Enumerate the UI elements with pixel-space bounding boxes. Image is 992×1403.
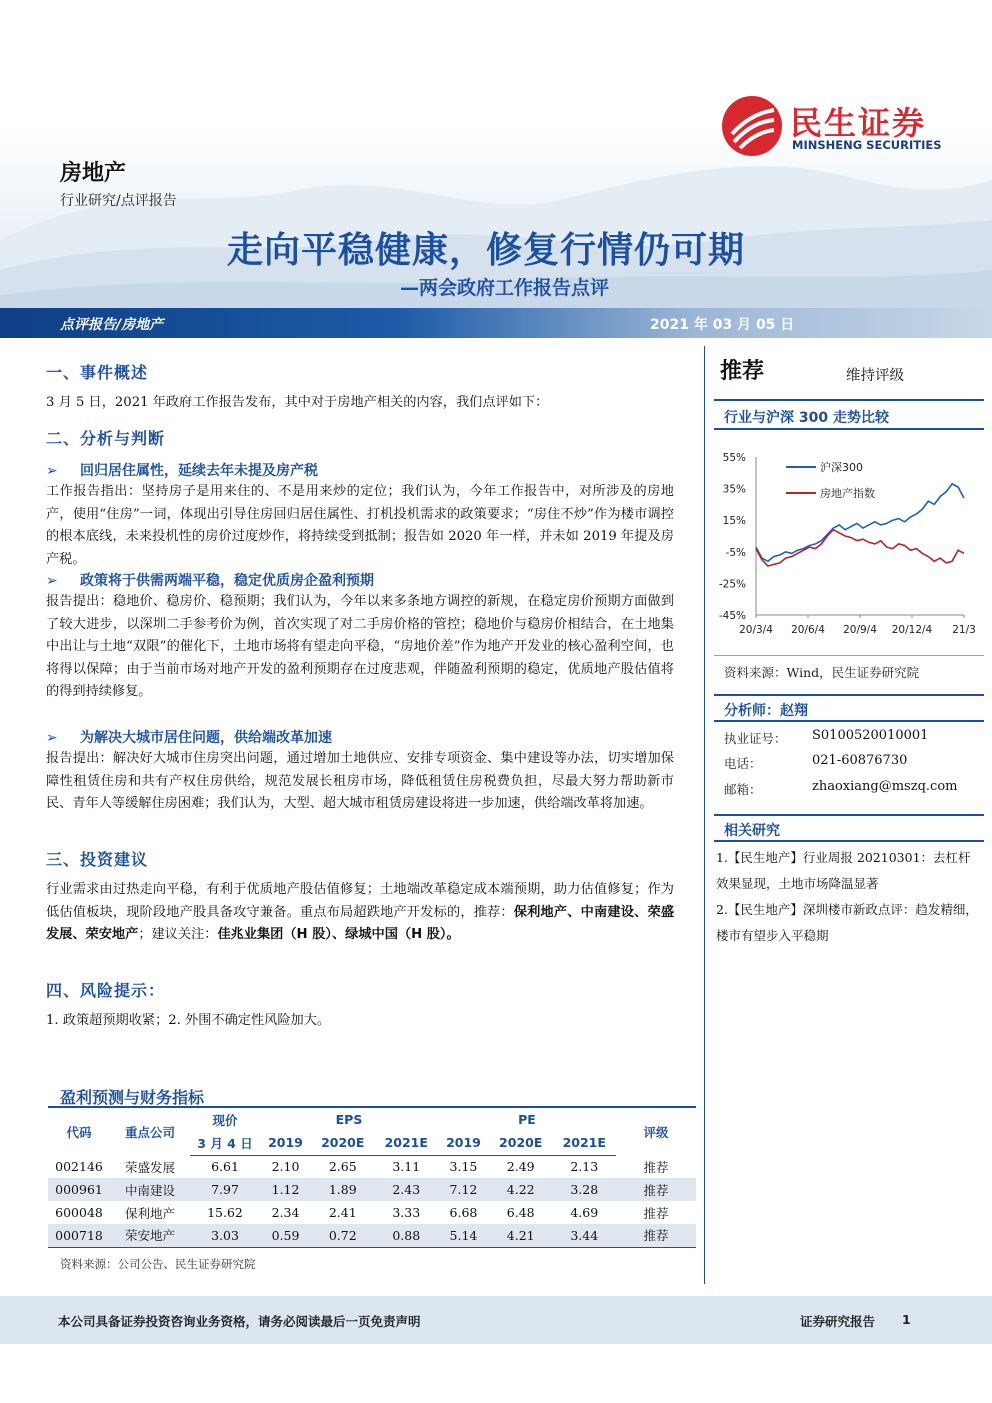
col-company: 重点公司 [124, 1124, 175, 1140]
brand-name-cn: 民生证券 [790, 104, 927, 142]
cell-eps: 0.88 [374, 1224, 438, 1247]
chart-source: 资料来源：Wind，民生证券研究院 [724, 665, 920, 680]
email-label: 邮箱： [724, 782, 762, 797]
divider [714, 720, 984, 722]
cell-eps: 2.41 [328, 1205, 357, 1220]
cell-eps: 0.59 [260, 1224, 311, 1247]
cell-pe: 2.49 [506, 1159, 535, 1175]
y-tick-label: -25% [718, 578, 746, 591]
cell-code: 000718 [48, 1224, 110, 1247]
band-category: 点评报告/房地产 [60, 317, 164, 333]
col-year: 2021E [552, 1131, 616, 1155]
cell-name: 荣安地产 [110, 1224, 190, 1247]
sector-label: 房地产 [60, 161, 127, 186]
point-2-heading-text: 政策将于供需两端平稳，稳定优质房企盈利预期 [80, 573, 374, 589]
divider [714, 399, 984, 401]
cell-eps: 2.10 [271, 1159, 300, 1175]
cell-rating: 推荐 [616, 1224, 696, 1247]
y-tick-label: 35% [722, 483, 746, 496]
overview-text: 3 月 5 日，2021 年政府工作报告发布，其中对于房地产相关的内容，我们点评如下： [46, 395, 549, 410]
divider [714, 428, 984, 430]
license-number: S0100520010001 [812, 728, 929, 743]
arrow-bullet-icon: ➢ [46, 463, 58, 479]
report-type: 行业研究/点评报告 [60, 193, 177, 209]
table-title: 盈利预测与财务指标 [60, 1088, 205, 1107]
cell-code: 000961 [48, 1178, 110, 1201]
phone-number: 021-60876730 [812, 753, 908, 768]
recommended-stocks: 保利地产、中南建设、荣盛发展、荣安地产 [46, 904, 675, 942]
divider [714, 814, 984, 816]
table-row [48, 1178, 696, 1201]
trend-chart [714, 445, 984, 645]
cell-pe: 6.68 [449, 1205, 478, 1220]
point-2-heading [46, 570, 374, 590]
x-tick-label: 20/12/4 [891, 624, 933, 636]
col-code: 代码 [66, 1124, 92, 1140]
cell-pe: 4.22 [489, 1178, 553, 1201]
divider [714, 694, 984, 696]
col-rating: 评级 [643, 1124, 669, 1140]
cell-pe: 4.21 [489, 1224, 553, 1247]
cell-eps: 1.12 [260, 1178, 311, 1201]
logo-emblem-icon [722, 96, 782, 156]
brand-logo [718, 96, 958, 160]
cell-price: 3.03 [190, 1224, 260, 1247]
arrow-bullet-icon: ➢ [46, 730, 58, 746]
col-price: 现价 [212, 1112, 238, 1128]
analyst-title: 分析师：赵翔 [724, 703, 808, 719]
cell-rating: 推荐 [616, 1178, 696, 1201]
point-2-text: 报告提出：稳地价、稳房价、稳预期；我们认为，今年以来多条地方调控的新规，在稳定房价预期方面做到了较大进步，以深圳二手参考价为例，首次实现了对二手房价格的管控；稳地价与稳房价相结合，在土地集中出让与土地“双限”的催化下，土地市场将有望走向平稳，“房地价差”作为地产开发业的核心盈利空间，也将得以保障；由于当前市场对地产开发的盈利预期存在过度悲观，伴随盈利预期的稳定，优质地产股估值将的得到持续修复。 [46, 594, 674, 699]
footer-report-kind: 证券研究报告 [800, 1314, 876, 1329]
rating-note: 维持评级 [846, 368, 904, 384]
report-title [0, 222, 992, 273]
x-tick-label: 20/6/4 [791, 624, 825, 636]
section-title-overview: 一、事件概述 [46, 363, 149, 382]
legend-label: 沪深300 [820, 461, 863, 474]
phone-label: 电话： [724, 756, 762, 771]
cell-eps: 2.34 [271, 1205, 300, 1220]
table-row [48, 1155, 696, 1178]
cell-name: 中南建设 [110, 1178, 190, 1201]
risk-text: 1. 政策超预期收紧；2. 外围不确定性风险加大。 [46, 1013, 331, 1028]
table-row [48, 1201, 696, 1224]
license-label: 执业证号： [724, 731, 787, 746]
related-item: 1.【民生地产】行业周报 20210301：去杠杆效果显现，土地市场降温显著 [716, 850, 971, 891]
section-title-investment: 三、投资建议 [46, 850, 149, 869]
col-price-date: 3 月 4 日 [190, 1131, 260, 1155]
col-eps: EPS [335, 1112, 363, 1127]
column-divider [704, 346, 705, 1284]
footer-disclaimer: 本公司具备证券投资咨询业务资格，请务必阅读最后一页免责声明 [58, 1314, 421, 1329]
cell-pe: 3.15 [449, 1159, 478, 1175]
cell-eps: 3.11 [392, 1159, 421, 1175]
related-item: 2.【民生地产】深圳楼市新政点评：趋发精细，楼市有望步入平稳期 [716, 902, 978, 943]
cell-code: 600048 [55, 1205, 103, 1220]
cell-price: 7.97 [190, 1178, 260, 1201]
arrow-bullet-icon: ➢ [46, 573, 58, 589]
related-title: 相关研究 [724, 823, 780, 839]
header-band [0, 308, 992, 338]
cell-eps: 2.65 [328, 1159, 357, 1175]
chart-heading: 行业与沪深 300 走势比较 [724, 410, 889, 426]
y-tick-label: -45% [718, 610, 746, 622]
col-pe: PE [518, 1112, 536, 1127]
table-source: 资料来源：公司公告、民生证券研究院 [60, 1257, 256, 1271]
cell-rating: 推荐 [643, 1159, 669, 1175]
cell-pe: 5.14 [438, 1224, 489, 1247]
col-year: 2021E [374, 1131, 438, 1155]
cell-eps: 3.33 [392, 1205, 421, 1220]
point-3-heading-text: 为解决大城市居住问题，供给端改革加速 [80, 730, 332, 746]
cell-pe: 6.48 [506, 1205, 535, 1220]
cell-price: 6.61 [211, 1159, 239, 1175]
col-year: 2020E [489, 1131, 553, 1155]
col-year: 2020E [311, 1131, 375, 1155]
point-1-heading-text: 回归居住属性，延续去年未提及房产税 [80, 463, 318, 479]
cell-pe: 3.28 [552, 1178, 616, 1201]
report-title-text: 走向平稳健康，修复行情仍可期 [226, 230, 745, 271]
series-line-2 [756, 530, 964, 566]
cell-eps: 2.43 [374, 1178, 438, 1201]
y-tick-label: -5% [725, 546, 746, 559]
y-tick-label: 55% [722, 452, 746, 464]
cell-price: 15.62 [207, 1205, 243, 1220]
cell-eps: 1.89 [311, 1178, 375, 1201]
cell-pe: 7.12 [438, 1178, 489, 1201]
divider [714, 840, 984, 842]
cell-pe: 2.13 [570, 1159, 599, 1175]
rating-label: 推荐 [720, 359, 765, 384]
point-1-text: 工作报告指出：坚持房子是用来住的、不是用来炒的定位；我们认为，今年工作报告中，对所涉及的房地产，使用“住房”一词，体现出引导住房回归居住属性、打机投机需求的政策要求；“房住不炒”作为楼市调控的根本底线，未来投机性的房价过度炒作，将持续受到抵制；报告如 2020 年一样，并未如 2019 年提及房产税。 [46, 484, 674, 567]
forecast-table [48, 1106, 696, 1248]
cell-code: 002146 [55, 1159, 103, 1174]
cell-name: 保利地产 [124, 1205, 175, 1221]
x-tick-label: 20/9/4 [843, 624, 877, 636]
divider [714, 655, 984, 656]
x-tick-label: 20/3/4 [739, 624, 773, 636]
section-title-risk: 四、风险提示： [46, 981, 166, 1000]
cell-rating: 推荐 [643, 1205, 669, 1221]
x-tick-label: 21/3 [952, 624, 976, 636]
footer [0, 1296, 992, 1344]
point-3-heading [46, 727, 332, 747]
investment-text-a: 行业需求由过热走向平稳，有利于优质地产股估值修复；土地端改革稳定成本端预期，助力估值修复；作为低估值板块，现阶段地产股具备攻守兼备。重点布局超跌地产开发标的，推荐： [46, 882, 674, 920]
table-row [48, 1224, 696, 1247]
email-address: zhaoxiang@mszq.com [812, 779, 958, 794]
section-title-analysis: 二、分析与判断 [46, 429, 166, 448]
report-subtitle: —两会政府工作报告点评 [400, 277, 610, 299]
point-3-text: 报告提出：解决好大城市住房突出问题，通过增加土地供应、安排专项资金、集中建设等办法，切实增加保障性租赁住房和共有产权住房供给，规范发展长租房市场，降低租赁住房税费负担，尽最大努力帮助新市民、青年人等缓解住房困难；我们认为，大型、超大城市租赁房建设将进一步加速，供给端改革将加速。 [46, 751, 674, 811]
legend-label: 房地产指数 [820, 487, 875, 500]
investment-text [46, 879, 674, 947]
cell-pe: 4.69 [570, 1205, 599, 1220]
cell-eps: 0.72 [311, 1224, 375, 1247]
investment-text-b: ；建议关注： [138, 927, 218, 942]
col-year: 2019 [260, 1131, 311, 1155]
page-number: 1 [902, 1312, 911, 1327]
point-1-heading [46, 460, 318, 480]
y-tick-label: 15% [722, 515, 746, 528]
watch-stocks: 佳兆业集团（H 股）、绿城中国（H 股）。 [217, 927, 460, 942]
brand-name-en: MINSHENG SECURITIES [792, 138, 942, 152]
col-year: 2019 [438, 1131, 489, 1155]
cell-name: 荣盛发展 [124, 1159, 175, 1175]
cell-pe: 3.44 [552, 1224, 616, 1247]
report-date: 2021 年 03 月 05 日 [650, 317, 795, 333]
